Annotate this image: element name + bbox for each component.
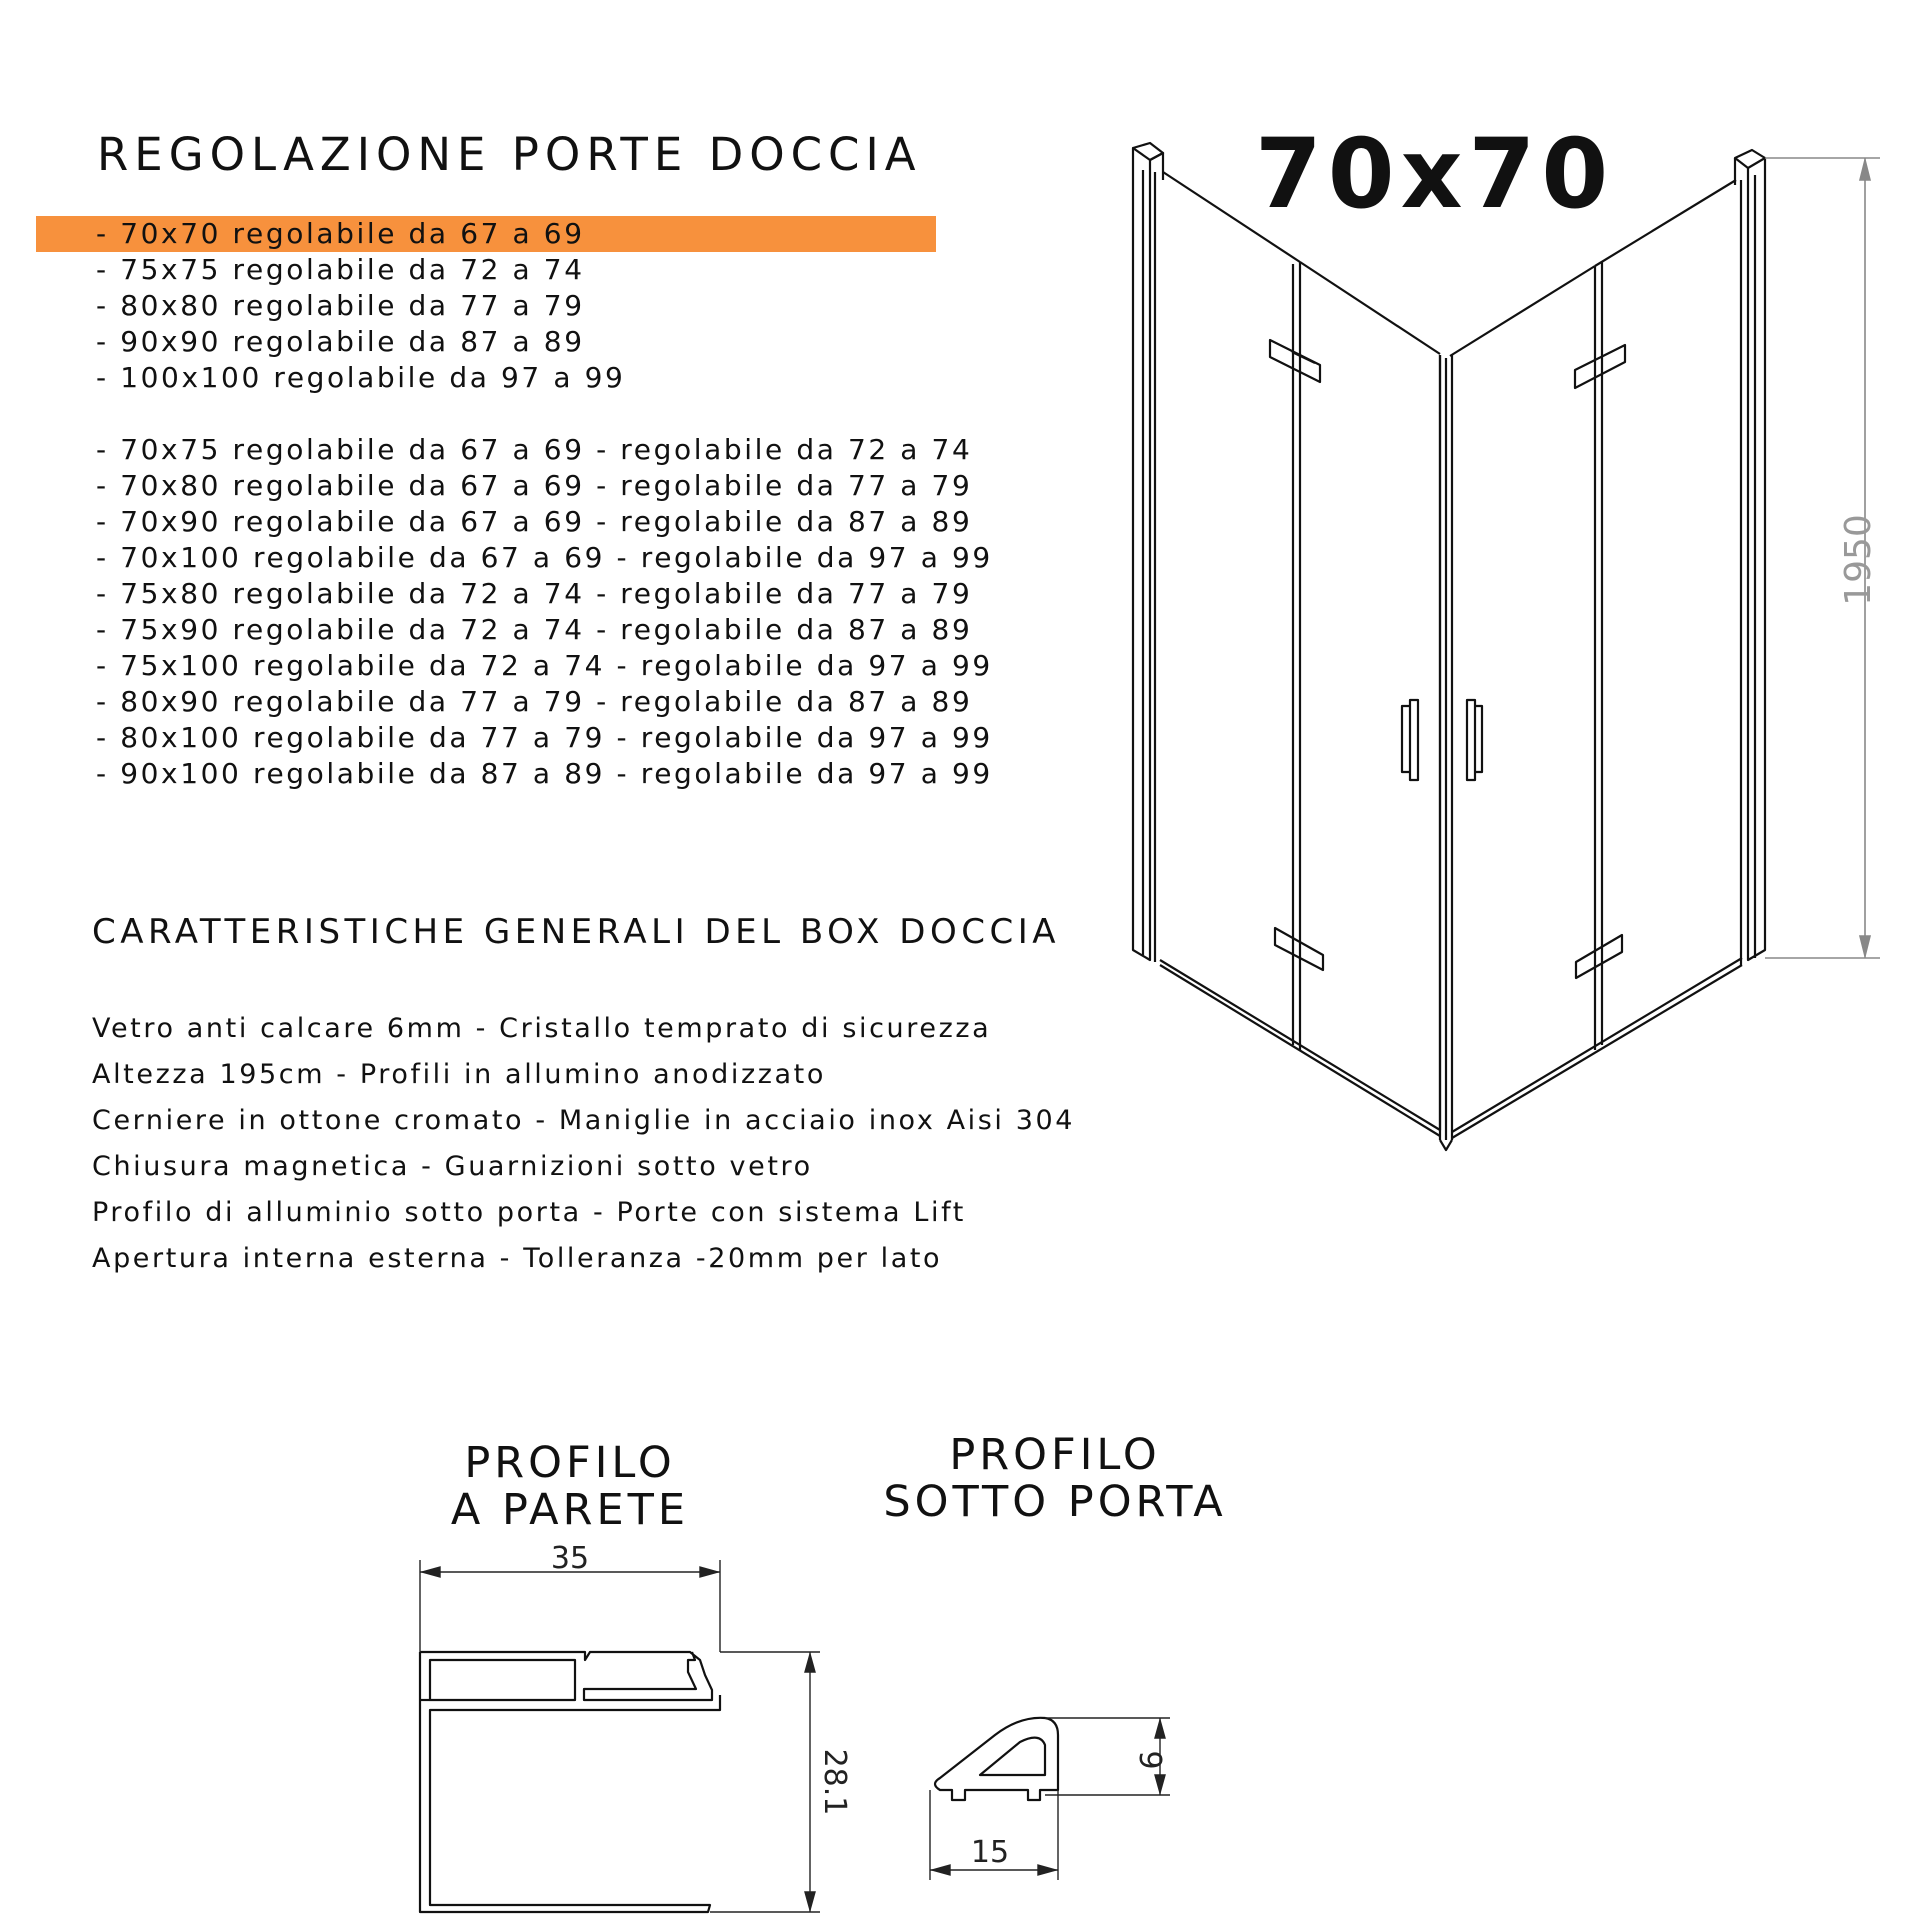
list-item: - 90x100 regolabile da 87 a 89 - regolabile da 97 a 99: [96, 757, 993, 790]
door-profile-title-line1: PROFILO: [949, 1430, 1161, 1480]
door-profile-drawing: [935, 1718, 1058, 1800]
left-wall-profile: [1133, 148, 1150, 960]
adjustment-title: REGOLAZIONE PORTE DOCCIA: [97, 128, 922, 181]
hinge: [1575, 345, 1625, 388]
list-item: - 70x80 regolabile da 67 a 69 - regolabile da 77 a 79: [96, 469, 973, 502]
list-item: - 70x100 regolabile da 67 a 69 - regolabile da 97 a 99: [96, 541, 993, 574]
hinge: [1576, 935, 1622, 978]
list-item: - 75x80 regolabile da 72 a 74 - regolabile da 77 a 79: [96, 577, 973, 610]
door-profile-width-label: 15: [970, 1835, 1010, 1870]
list-item: - 70x90 regolabile da 67 a 69 - regolabile da 87 a 89: [96, 505, 973, 538]
list-item-highlighted: - 70x70 regolabile da 67 a 69: [36, 216, 936, 252]
feature-item: Cerniere in ottone cromato - Maniglie in acciaio inox Aisi 304: [92, 1105, 1076, 1136]
feature-item: Vetro anti calcare 6mm - Cristallo temprato di sicurezza: [92, 1013, 992, 1044]
door-profile-title: [870, 1432, 1240, 1526]
list-item: - 80x90 regolabile da 77 a 79 - regolabile da 87 a 89: [96, 685, 973, 718]
list-item: - 90x90 regolabile da 87 a 89: [96, 325, 585, 358]
list-item: - 80x100 regolabile da 77 a 79 - regolabile da 97 a 99: [96, 721, 993, 754]
feature-item: Apertura interna esterna - Tolleranza -20mm per lato: [92, 1243, 943, 1274]
wall-profile-title-line2: A PARETE: [450, 1485, 690, 1535]
wall-profile-drawing: [420, 1652, 720, 1912]
wall-profile-title-line1: PROFILO: [464, 1438, 676, 1488]
list-item: - 70x75 regolabile da 67 a 69 - regolabile da 72 a 74: [96, 433, 973, 466]
feature-item: Altezza 195cm - Profili in allumino anodizzato: [92, 1059, 826, 1090]
door-profile-height-label: 9: [1132, 1750, 1167, 1770]
list-item: - 100x100 regolabile da 97 a 99: [96, 361, 626, 394]
list-item: - 80x80 regolabile da 77 a 79: [96, 289, 585, 322]
feature-item: Chiusura magnetica - Guarnizioni sotto vetro: [92, 1151, 813, 1182]
product-size-title: 70x70: [1255, 118, 1615, 230]
handle-left: [1402, 700, 1418, 780]
list-item: - 75x90 regolabile da 72 a 74 - regolabile da 87 a 89: [96, 613, 973, 646]
features-title: CARATTERISTICHE GENERALI DEL BOX DOCCIA: [92, 912, 1060, 952]
wall-profile-title: [440, 1440, 700, 1534]
height-dimension-label: 1950: [1838, 514, 1879, 606]
feature-item: Profilo di alluminio sotto porta - Porte con sistema Lift: [92, 1197, 966, 1228]
door-profile-title-line2: SOTTO PORTA: [883, 1477, 1227, 1527]
wall-profile-height-label: 28.1: [817, 1748, 852, 1816]
list-item: - 75x75 regolabile da 72 a 74: [96, 253, 585, 286]
wall-profile-width-label: 35: [550, 1541, 590, 1576]
right-wall-profile: [1748, 158, 1765, 960]
list-item: - 75x100 regolabile da 72 a 74 - regolabile da 97 a 99: [96, 649, 993, 682]
handle-right: [1467, 700, 1482, 780]
